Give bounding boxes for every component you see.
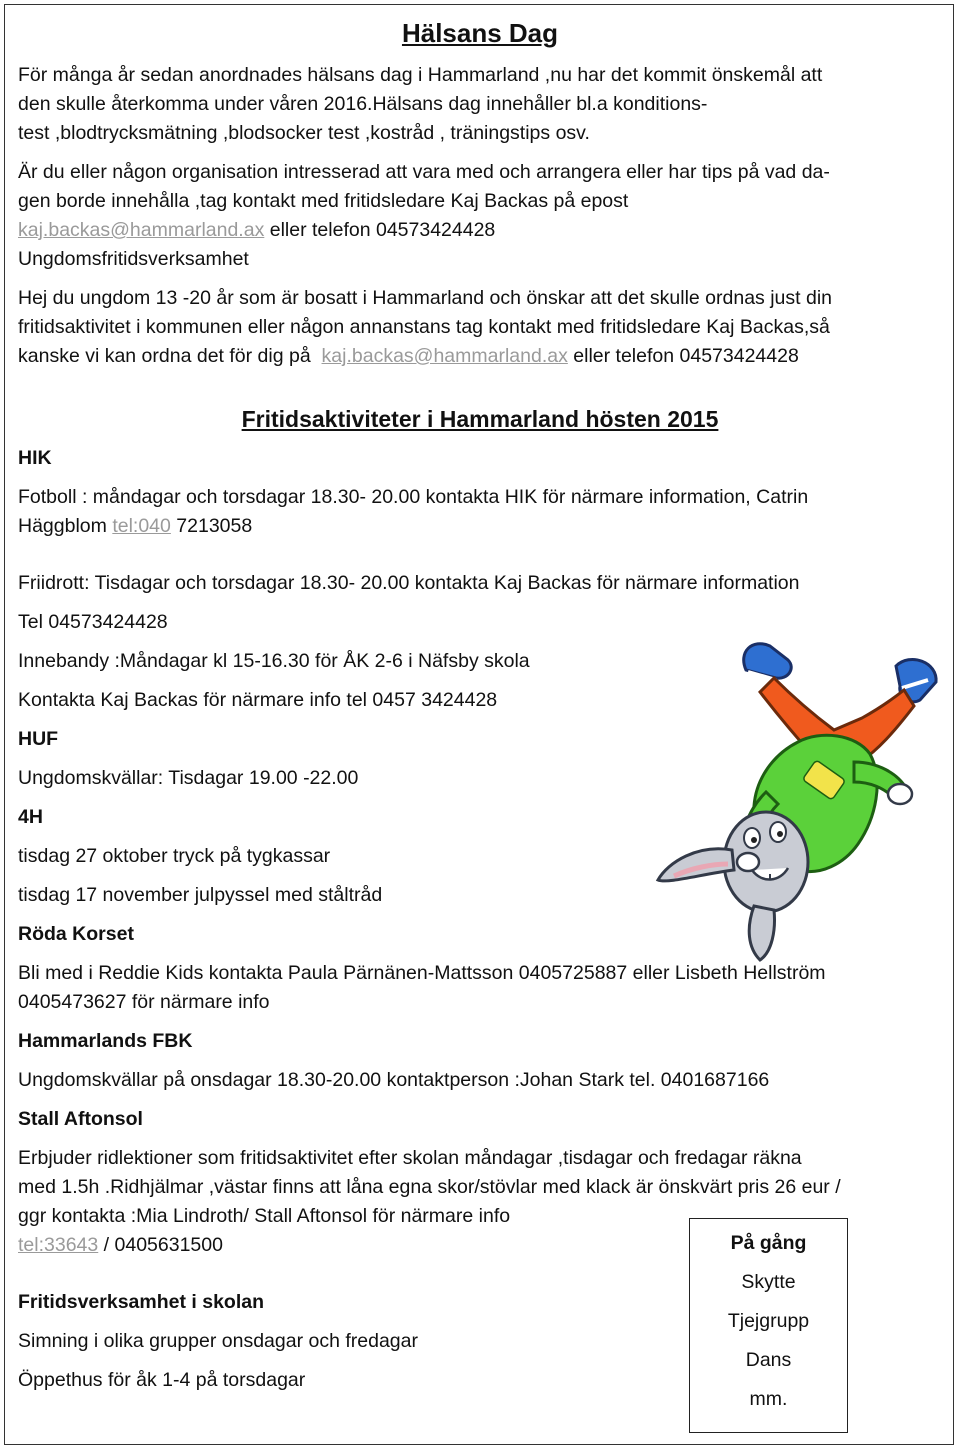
fbk-heading: Hammarlands FBK (18, 1030, 193, 1052)
hik-contact-suffix: 7213058 (170, 515, 253, 537)
redcross-line-2: 0405473627 för närmare info (18, 991, 270, 1013)
fbk-line: Ungdomskvällar på onsdagar 18.30-20.00 kontaktperson :Johan Stark tel. 0401687166 (18, 1069, 770, 1091)
youth-line-3 (18, 342, 799, 371)
stall-tel-link[interactable]: tel:33643 (18, 1234, 99, 1256)
upcoming-item: Skytte (741, 1271, 796, 1293)
hik-tel: Tel 04573424428 (18, 611, 168, 633)
org-line-4: Ungdomsfritidsverksamhet (18, 248, 249, 270)
upcoming-heading: På gång (730, 1232, 807, 1254)
school-heading: Fritidsverksamhet i skolan (18, 1291, 265, 1313)
hik-innebandy: Innebandy :Måndagar kl 15-16.30 för ÅK 2-6 i Näfsby skola (18, 650, 530, 672)
school-line-2: Öppethus för åk 1-4 på torsdagar (18, 1369, 306, 1391)
upcoming-item: Tjejgrupp (727, 1310, 810, 1332)
intro-line-3: test ,blodtrycksmätning ,blodsocker test ,kostråd , träningstips osv. (18, 122, 590, 144)
org-line-3 (18, 216, 495, 245)
huf-heading: HUF (18, 728, 59, 750)
upcoming-item: mm. (749, 1388, 788, 1410)
hik-tel-link[interactable]: tel:040 (112, 515, 171, 537)
redcross-heading: Röda Korset (18, 923, 134, 945)
fourh-line-2: tisdag 17 november julpyssel med ståltråd (18, 884, 383, 906)
fourh-heading: 4H (18, 806, 43, 828)
shoe-left-icon (744, 644, 792, 680)
activities-title: Fritidsaktiviteter i Hammarland hösten 2015 (241, 406, 719, 432)
hik-heading: HIK (18, 447, 52, 469)
huf-line: Ungdomskvällar: Tisdagar 19.00 -22.00 (18, 767, 359, 789)
email-link[interactable]: kaj.backas@hammarland.ax (18, 219, 265, 241)
org-phone-text: eller telefon 04573424428 (264, 219, 496, 241)
org-line-2: gen borde innehålla ,tag kontakt med fritidsledare Kaj Backas på epost (18, 190, 629, 212)
stall-line-3: ggr kontakta :Mia Lindroth/ Stall Aftonsol för närmare info (18, 1205, 511, 1227)
youth-line-3-suffix: eller telefon 04573424428 (567, 345, 799, 367)
hik-kontakta: Kontakta Kaj Backas för närmare info tel 0457 3424428 (18, 689, 498, 711)
youth-line-1: Hej du ungdom 13 -20 år som är bosatt i Hammarland och önskar att det skulle ordnas just din (18, 287, 833, 309)
page-title: Hälsans Dag (401, 18, 559, 48)
hik-contact-prefix: Häggblom (18, 515, 113, 537)
rabbit-head-icon (658, 812, 808, 960)
stall-line-4-suffix: / 0405631500 (98, 1234, 223, 1256)
intro-line-2: den skulle återkomma under våren 2016.Hälsans dag innehåller bl.a konditions- (18, 93, 708, 115)
school-line-1: Simning i olika grupper onsdagar och fredagar (18, 1330, 418, 1352)
fourh-line-1: tisdag 27 oktober tryck på tygkassar (18, 845, 331, 867)
stall-heading: Stall Aftonsol (18, 1108, 143, 1130)
breakdancing-rabbit-illustration (648, 622, 960, 962)
stall-line-4 (18, 1231, 223, 1260)
hik-friidrott: Friidrott: Tisdagar och torsdagar 18.30- 20.00 kontakta Kaj Backas för närmare information (18, 572, 800, 594)
upcoming-item: Dans (745, 1349, 792, 1371)
redcross-line-1: Bli med i Reddie Kids kontakta Paula Pärnänen-Mattsson 0405725887 eller Lisbeth Hellström (18, 962, 826, 984)
youth-line-2: fritidsaktivitet i kommunen eller någon annanstans tag kontakt med fritidsledare Kaj Backas,så (18, 316, 830, 338)
intro-line-1: För många år sedan anordnades hälsans dag i Hammarland ,nu har det kommit önskemål att (18, 64, 823, 86)
org-line-1: Är du eller någon organisation intresserad att vara med och arrangera eller har tips på vad da- (18, 161, 830, 183)
youth-line-3-prefix: kanske vi kan ordna det för dig på (18, 345, 322, 367)
youth-email-link[interactable]: kaj.backas@hammarland.ax (321, 345, 568, 367)
hik-contact (18, 512, 252, 541)
stall-line-1: Erbjuder ridlektioner som fritidsaktivitet efter skolan måndagar ,tisdagar och fredagar räkna (18, 1147, 802, 1169)
stall-line-2: med 1.5h .Ridhjälmar ,västar finns att låna egna skor/stövlar med klack är önskvärt pris 26 eur / (18, 1176, 841, 1198)
upcoming-box (689, 1218, 848, 1433)
hik-football: Fotboll : måndagar och torsdagar 18.30- 20.00 kontakta HIK för närmare information, Catrin (18, 486, 809, 508)
